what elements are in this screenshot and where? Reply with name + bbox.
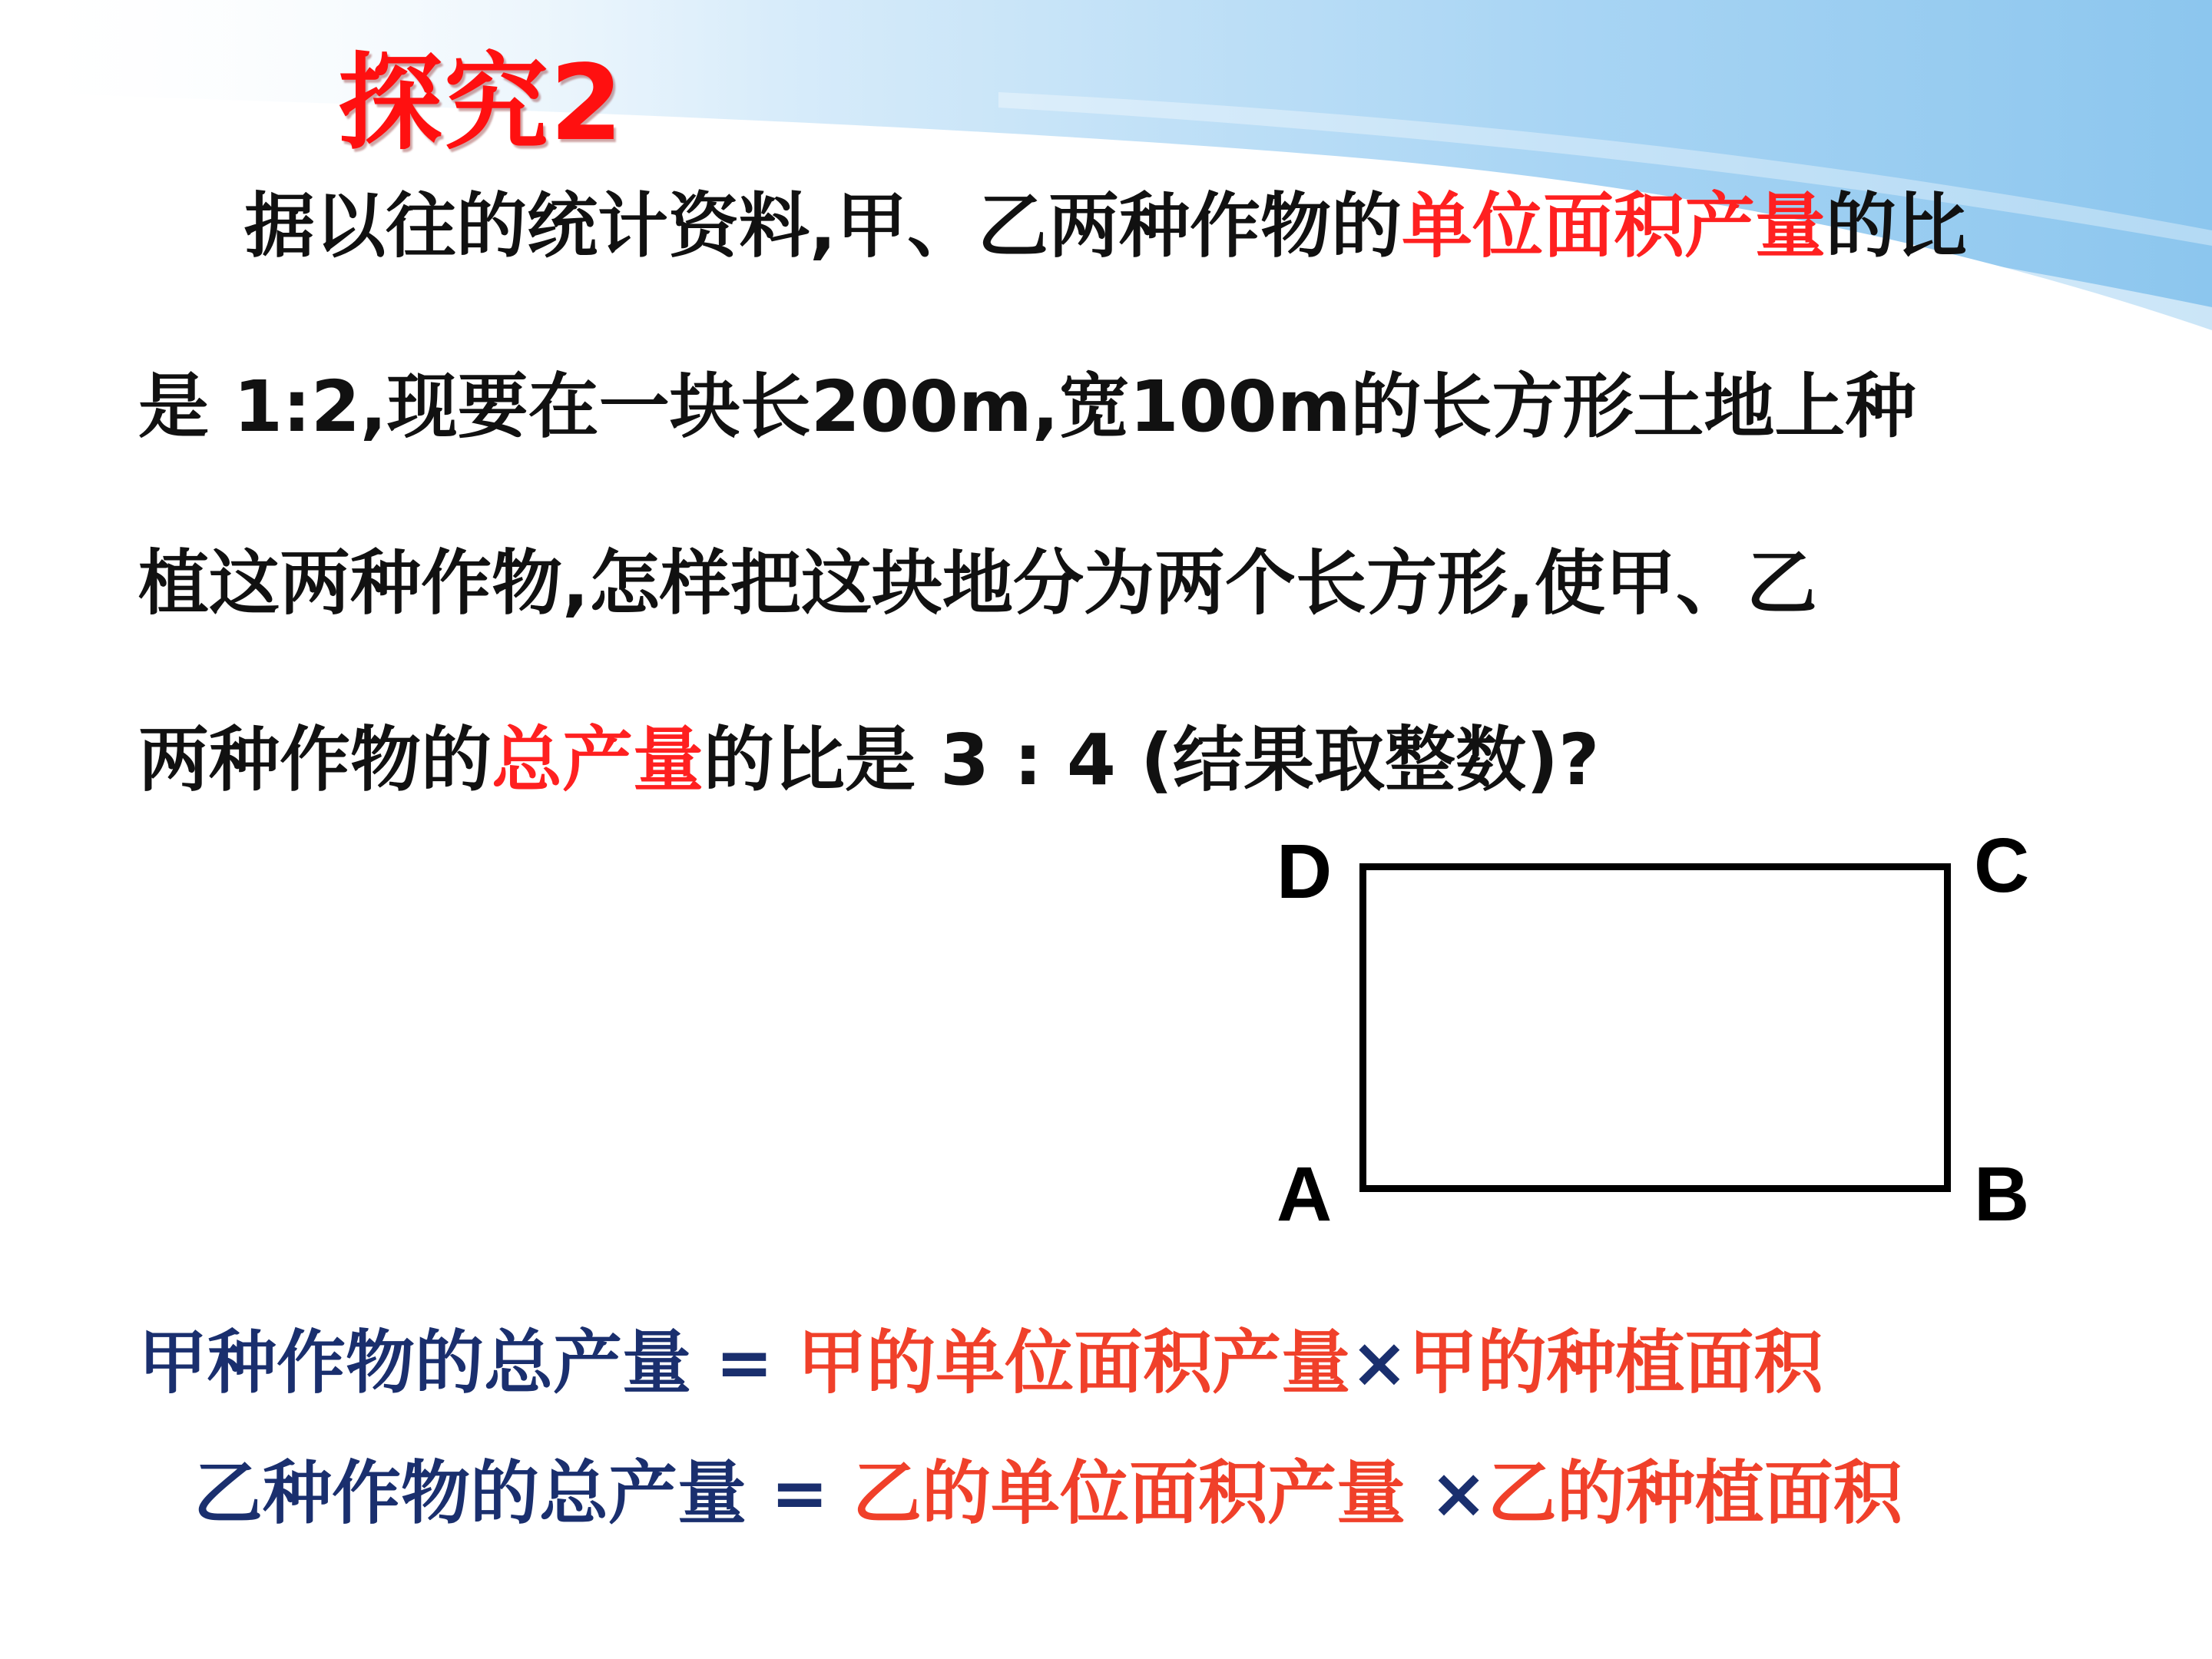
- problem-line-3-text: 植这两种作物,怎样把这块地分为两个长方形,使甲、乙: [138, 542, 1817, 624]
- formula-b-term2: 乙的种植面积: [1487, 1453, 1902, 1534]
- formula-crop-a: [138, 1321, 1823, 1406]
- problem-line-1: [244, 184, 1967, 269]
- corner-label-d: D: [1277, 829, 1333, 915]
- problem-line-4: [138, 718, 1599, 803]
- highlight-unit-yield: 单位面积产量: [1401, 185, 1826, 267]
- land-rectangle: [1359, 863, 1951, 1192]
- formula-a-lhs: 甲种作物的总产量: [138, 1323, 691, 1403]
- problem-line-4-text-a: 两种作物的: [138, 719, 492, 801]
- formula-b-term1: 乙的单位面积产量: [853, 1453, 1430, 1534]
- problem-line-4-text-c: 的比是 3 : 4 (结果取整数)?: [704, 719, 1600, 801]
- problem-line-3: [138, 541, 1817, 626]
- formula-b-times: ×: [1429, 1453, 1488, 1534]
- formula-b-lhs: 乙种作物的总产量: [194, 1453, 747, 1534]
- formula-a-equals: =: [691, 1323, 798, 1403]
- problem-line-1-text-c: 的比: [1825, 185, 1967, 267]
- problem-line-2: [138, 365, 1916, 449]
- slide-title: 探究2: [338, 43, 624, 164]
- problem-line-2-text: 是 1:2,现要在一块长200m,宽100m的长方形土地上种: [138, 366, 1916, 448]
- corner-label-b: B: [1974, 1151, 2030, 1237]
- formula-a-term2: 甲的种植面积: [1408, 1323, 1823, 1403]
- corner-label-a: A: [1277, 1151, 1333, 1237]
- formula-crop-b: [194, 1452, 1902, 1536]
- formula-a-term1: 甲的单位面积产量: [797, 1323, 1351, 1403]
- corner-label-c: C: [1974, 823, 2030, 909]
- formula-a-times: ×: [1350, 1323, 1409, 1403]
- problem-line-1-text-a: 据以往的统计资料,甲、乙两种作物的: [244, 185, 1402, 267]
- rectangle-diagram: [1260, 823, 2058, 1244]
- formula-b-equals: =: [747, 1453, 853, 1534]
- highlight-total-yield: 总产量: [492, 719, 704, 801]
